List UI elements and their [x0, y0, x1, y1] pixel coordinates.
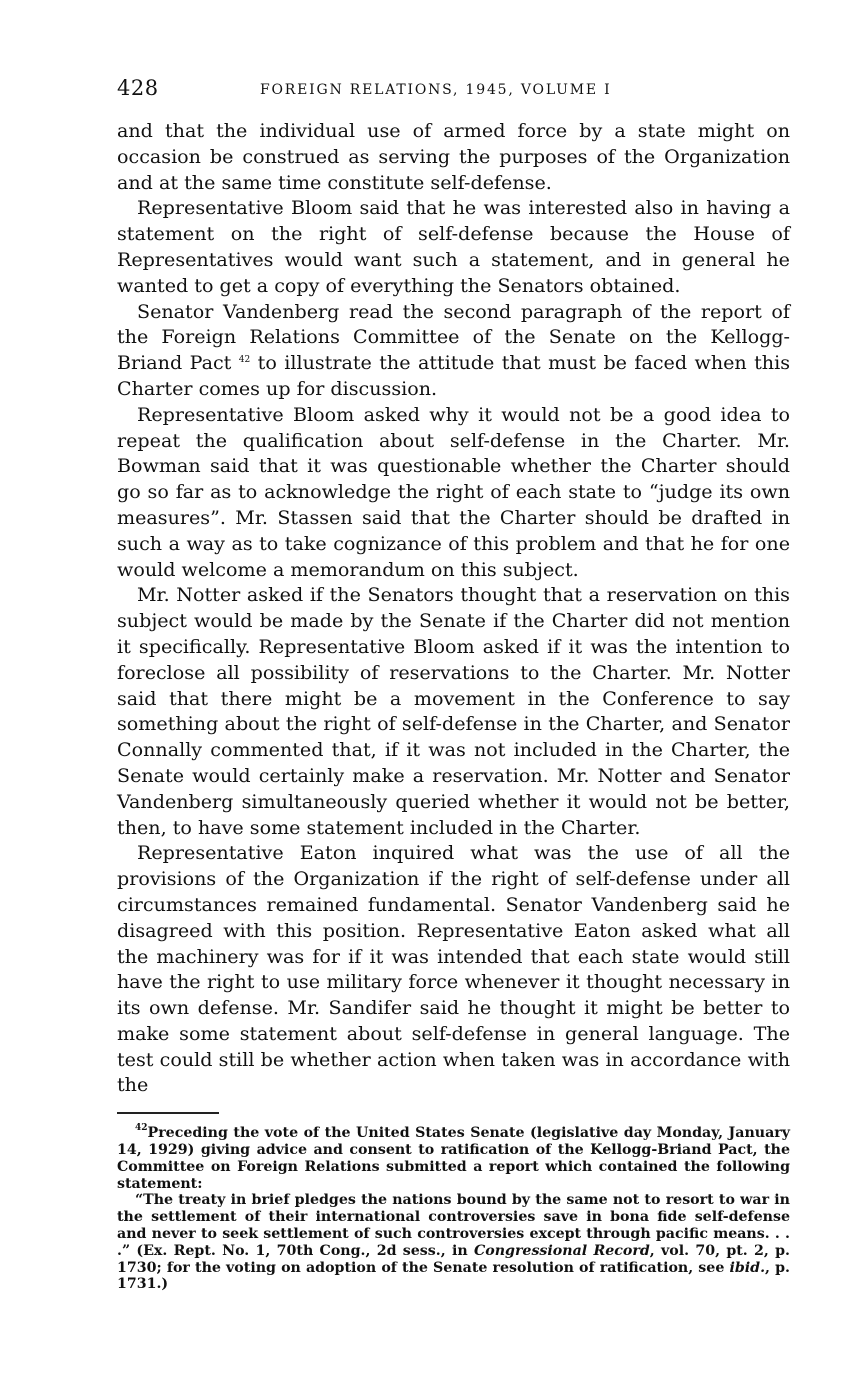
footnote-text: “The treaty in brief pledges the nations bound by the same not to resort to war in the settlement of their international controversies save in bona fide self-defense and never to seek settlement of such controversies except through pacific means. . . .” (Ex. Rept. No. 1, 70th Cong., 2d sess., in — [117, 1192, 790, 1259]
footnote-text: , p. 1731.) — [117, 1259, 790, 1293]
footnote — [117, 1125, 790, 1192]
footnotes — [117, 1125, 790, 1293]
paragraph: Representative Bloom asked why it would not be a good idea to repeat the qualification about self-defense in the Charter. Mr. Bowman said that it was questionable whether the Charter should go so far as to acknowledge the right of each state to “judge its own measures”. Mr. Stassen said that the Charter should be drafted in such a way as to take cognizance of this problem and that he for one would welcome a memorandum on this subject. — [117, 402, 790, 581]
running-head: FOREIGN RELATIONS, 1945, VOLUME I — [260, 82, 612, 98]
footnote-reference: 42 — [238, 355, 251, 366]
paragraph: Representative Bloom said that he was interested also in having a statement on the right of self-defense because the House of Representatives would want such a statement, and in general he wanted to get a copy of everything the Senators obtained. — [117, 196, 790, 297]
footnote-text: Preceding the vote of the United States Senate (legislative day Monday, January 14, 1929) giving advice and consent to ratification of the Kellogg-Briand Pact, the Committee on Foreign Relations submitted a report which contained the following statement: — [117, 1125, 790, 1192]
citation-ibid: ibid. — [729, 1259, 766, 1276]
page-number: 428 — [117, 76, 159, 100]
footnote-number: 42 — [135, 1123, 148, 1134]
footnote-quote — [117, 1192, 790, 1293]
body-text — [117, 118, 790, 1098]
paragraph-text: to illustrate the attitude that must be faced when this Charter comes up for discussion. — [117, 351, 791, 400]
footnote-text: , vol. 70, pt. 2, p. 1730; for the voting on adoption of the Senate resolution of ratification, see — [117, 1242, 790, 1276]
paragraph: Mr. Notter asked if the Senators thought that a reservation on this subject would be made by the Senate if the Charter did not mention it specifically. Representative Bloom asked if it was the intention to foreclose all possibility of reservations to the Charter. Mr. Notter said that there might be a movement in the Conference to say something about the right of self-defense in the Charter, and Senator Connally commented that, if it was not included in the Charter, the Senate would certainly make a reservation. Mr. Notter and Senator Vandenberg simultaneously queried whether it would not be better, then, to have some statement included in the Charter. — [117, 583, 790, 839]
paragraph: and that the individual use of armed force by a state might on occasion be construed as serving the purposes of the Organization and at the same time constitute self-defense. — [117, 119, 790, 194]
footnote-divider — [117, 1112, 219, 1114]
citation-title: Congressional Record — [473, 1242, 650, 1259]
document-page — [117, 76, 790, 1293]
paragraph: Representative Eaton inquired what was the use of all the provisions of the Organization if the right of self-defense under all circumstances remained fundamental. Senator Vandenberg said he disagreed with this position. Representative Eaton asked what all the machinery was for if it was intended that each state would still have the right to use military force whenever it thought necessary in its own defense. Mr. Sandifer said he thought it might be better to make some statement about self-defense in general language. The test could still be whether action when taken was in accordance with the — [117, 841, 790, 1097]
paragraph-text: Senator Vandenberg read the second paragraph of the report of the Foreign Relations Committee of the Senate on the Kellogg-Briand Pact — [117, 299, 790, 375]
page-header — [117, 76, 790, 106]
paragraph — [117, 299, 790, 402]
